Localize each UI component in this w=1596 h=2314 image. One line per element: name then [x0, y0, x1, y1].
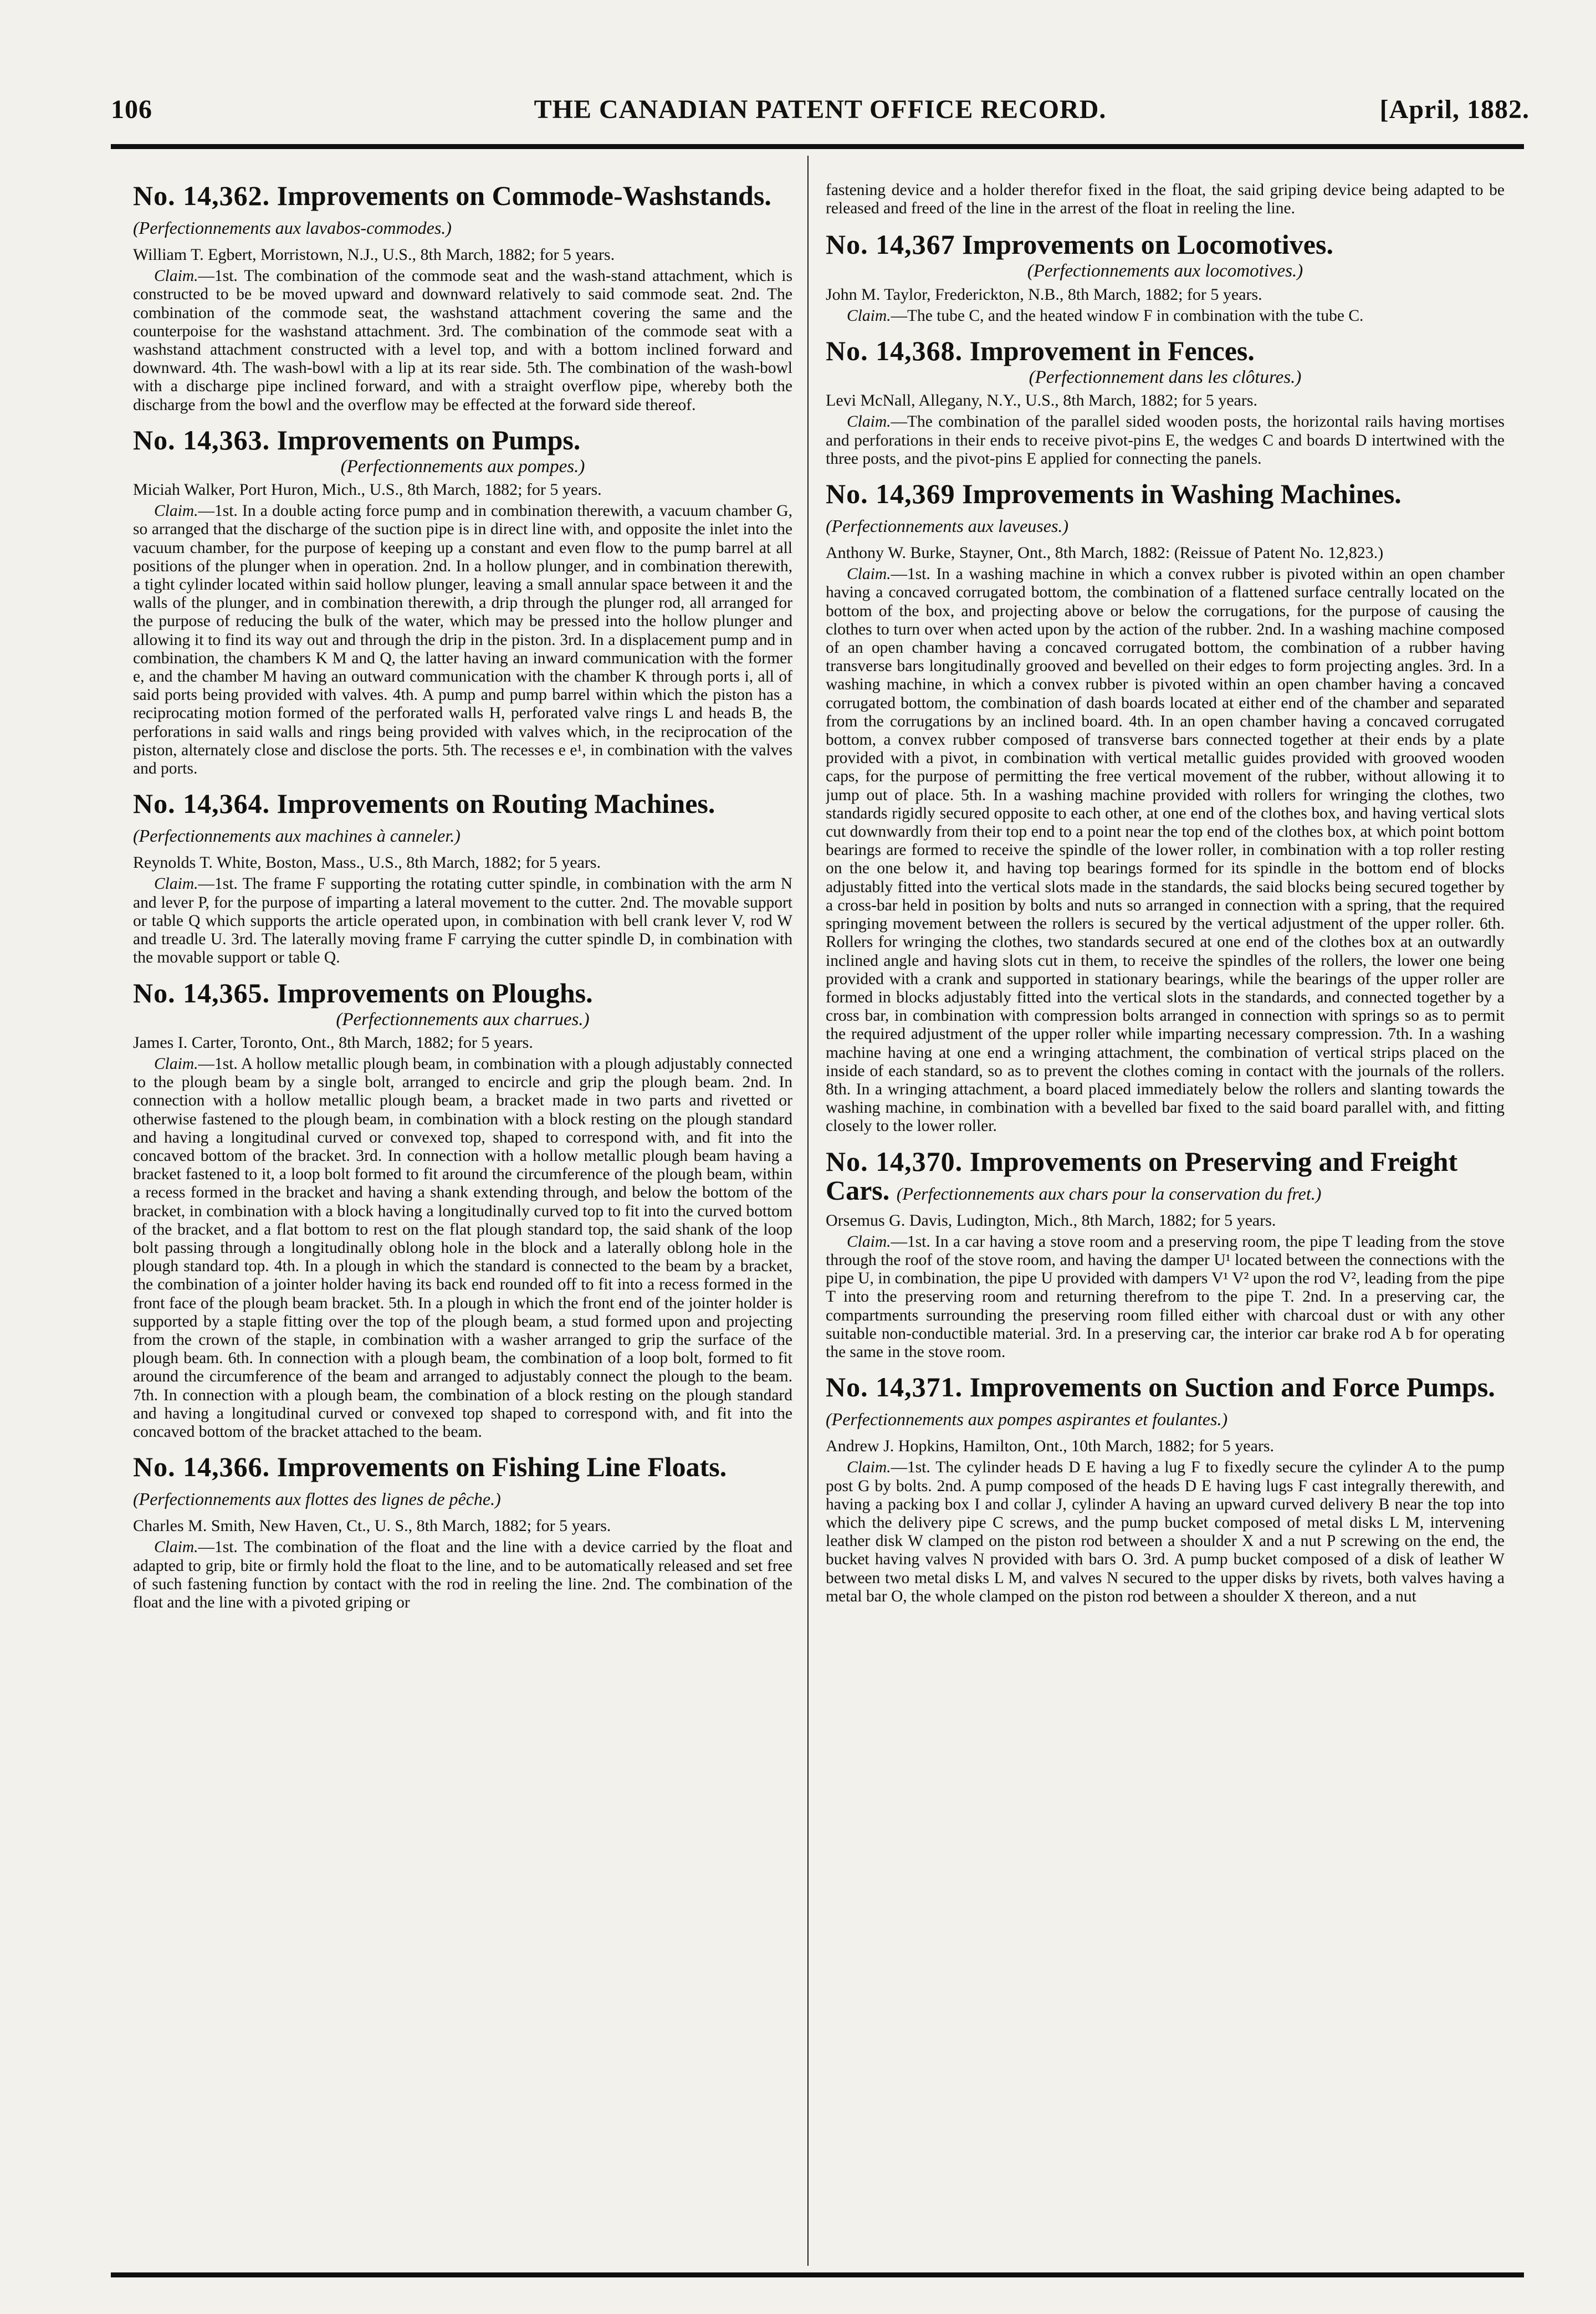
patent-heading — [826, 479, 1505, 540]
patent-french-title: (Perfectionnements aux locomotives.) — [1027, 261, 1303, 281]
patent-french-title: (Perfectionnements aux flottes des lignes de pêche.) — [133, 1489, 501, 1509]
patent-title: Improvements on Ploughs. — [277, 977, 593, 1008]
claim-label: Claim. — [847, 1232, 891, 1251]
patent-entry-14364 — [133, 789, 792, 967]
patent-title: Improvements on Locomotives. — [962, 229, 1333, 260]
patent-heading — [133, 426, 792, 454]
patent-claim — [826, 307, 1505, 325]
patent-entry-14367 — [826, 230, 1505, 325]
patent-claim — [826, 1458, 1505, 1606]
patent-inventor: James I. Carter, Toronto, Ont., 8th March, 1882; for 5 years. — [133, 1033, 533, 1052]
patent-title: Improvements on Routing Machines. — [277, 788, 715, 820]
patent-number: No. 14,362. — [133, 181, 270, 211]
patent-entry-14365 — [133, 979, 792, 1442]
running-head — [111, 83, 1530, 127]
patent-inventor: Orsemus G. Davis, Ludington, Mich., 8th March, 1882; for 5 years. — [826, 1211, 1276, 1230]
page-number: 106 — [111, 95, 152, 124]
patent-french-title: (Perfectionnements aux lavabos-commodes.) — [133, 218, 452, 238]
patent-heading — [133, 1452, 792, 1513]
patent-heading — [826, 1147, 1505, 1208]
patent-french-title: (Perfectionnement dans les clôtures.) — [1029, 367, 1302, 388]
patent-number: No. 14,366. — [133, 1451, 270, 1483]
patent-inventor: Andrew J. Hopkins, Hamilton, Ont., 10th March, 1882; for 5 years. — [826, 1437, 1275, 1456]
patent-french-title: (Perfectionnements aux chars pour la conservation du fret.) — [896, 1183, 1322, 1204]
issue-date: [April, 1882. — [1379, 95, 1530, 124]
patent-claim — [826, 413, 1505, 468]
patent-inventor: Anthony W. Burke, Stayner, Ont., 8th March, 1882: (Reissue of Patent No. 12,823.) — [826, 544, 1384, 562]
patent-claim — [826, 1233, 1505, 1361]
patent-entry-14363 — [133, 426, 792, 778]
column-divider — [807, 156, 809, 2266]
claim-label: Claim. — [154, 1538, 198, 1557]
patent-entry-14371 — [826, 1373, 1505, 1606]
patent-entry-14368 — [826, 336, 1505, 468]
patent-french-title: (Perfectionnements aux laveuses.) — [826, 516, 1069, 536]
claim-label: Claim. — [154, 502, 198, 520]
claim-label: Claim. — [154, 875, 198, 893]
patent-inventor: William T. Egbert, Morristown, N.J., U.S., 8th March, 1882; for 5 years. — [133, 245, 615, 264]
claim-text: —1st. In a washing machine in which a convex rubber is pivoted within an open chamber having a concaved corrugated bottom, the combination of a flattened surface centrally located on the bottom of the box, and projecting above or below the corrugations, for the purpose of causing the clothes to turn over when acted upon by the action of the rubber. 2nd. In a washing machine composed of an open chamber having a concaved corrugated bottom, the combination of a rubber having transverse bars longitudinally grooved and bevelled on their edges to form projecting angles. 3rd. In a washing machine, in which a convex rubber is pivoted within an open chamber having a concaved corrugated bottom, the combination of dash boards located at either end of the chamber and separated from the corrugations by an inclined board. 4th. In an open chamber having a concaved corrugated bottom, a convex rubber composed of transverse bars connected together at their ends by a plate provided with a pivot, in combination with vertical metallic guides provided with grooved wooden caps, for the purpose of permitting the free vertical movement of the rubber, without allowing it to jump out of place. 5th. In a washing machine provided with rollers for wringing the clothes, two standards rigidly secured opposite to each other, at one end of the clothes box, and having vertical slots cut downwardly from their top end to a point near the top end of the clothes box, at which point bottom bearings are formed to receive the spindle of the lower roller, in combination with a top roller resting on the one below it, and having top bearings formed for its spindle in the bottom end of blocks adjustably fitted into the vertical slots made in the standards, the said blocks being secured together by a cross-bar held in position by bolts and nuts so arranged in connection with a spring, that the required springing movement between the rollers is secured by the vertical adjustment of the upper roller. 6th. Rollers for wringing the clothes, two standards secured at one end of the clothes box at an outwardly inclined angle and having slots cut in them, to receive the spindles of the rollers, the lower one being provided with a crank and supported in stationary bearings, while the bearings of the upper roller are formed in blocks adjustably fitted into the vertical slots in the standards, and connected together by a cross bar, in combination with compression bolts arranged in connection with springs so as to permit the required adjustment of the upper roller while imparting necessary compression. 7th. In a washing machine having at one end a wringing attachment, the combination of vertical strips placed on the inside of each standard, so as to prevent the clothes coming in contact with the journals of the rollers. 8th. In a wringing attachment, a board placed immediately below the rollers and slanting towards the washing machine, in combination with a bevelled bar fixed to the said board parallel with, and fitting closely to the lower roller. — [826, 565, 1505, 1135]
patent-number: No. 14,371. — [826, 1371, 963, 1403]
patent-heading — [133, 789, 792, 850]
patent-title: Improvement in Fences. — [969, 335, 1255, 367]
patent-number: No. 14,369 — [826, 478, 955, 510]
claim-text: —The tube C, and the heated window F in combination with the tube C. — [891, 306, 1364, 325]
continued-claim-text: fastening device and a holder therefor fixed in the float, the said griping device being adapted to be released and freed of the line in the arrest of the float in reeling the line. — [826, 181, 1505, 218]
patent-heading — [826, 1373, 1505, 1434]
claim-text: —1st. The combination of the commode seat and the wash-stand attachment, which is constructed to be be moved upward and downward relatively to said commode seat. 2nd. The combination of the commode seat, the washstand attachment covering the same and the counterpoise for the washstand attachment. 3rd. The combination of the commode seat with a washstand attachment constructed with a level top, and with a bottom inclined forward and downward. 4th. The wash-bowl with a lip at its rear side. 5th. The combination of the wash-bowl with a discharge pipe inclined forward, and with a straight overflow pipe, whereby both the discharge from the bowl and the overflow may be effected at the forward side thereof. — [133, 267, 792, 414]
claim-text: —1st. The combination of the float and the line with a device carried by the float and adapted to grip, bite or firmly hold the float to the line, and to be automatically released and set free of such fastening function by contact with the rod in reeling the line. 2nd. The combination of the float and the line with a pivoted griping or — [133, 1538, 792, 1611]
patent-entry-14366 — [133, 1452, 792, 1612]
claim-text: —1st. The cylinder heads D E having a lug F to fixedly secure the cylinder A to the pump post G by bolts. 2nd. A pump composed of the heads D E having lugs F cast integrally therewith, and having a packing box I and collar J, cylinder A having an upward curved delivery B near the top into which the delivery pipe C screws, and the pump bucket composed of metal disks L M, intervening leather disk W clamped on the piston rod between a shoulder X and a nut P screwing on the end, the bucket having valves N provided with bars O. 3rd. A pump bucket composed of a disk of leather W between two metal disks L M, and valves N secured to the upper disks by rivets, both valves having a metal bar O, the whole clamped on the piston rod between a shoulder X thereon, and a nut — [826, 1458, 1505, 1605]
claim-text: —1st. A hollow metallic plough beam, in combination with a plough adjustably connected to the plough beam by a single bolt, arranged to encircle and grip the plough beam. 2nd. In connection with a hollow metallic plough beam, a bracket made in two parts and rivetted or otherwise fastened to the plough beam, in combination with a block resting on the plough standard and having a longitudinal curved or convexed top, shaped to correspond with, and fit into the concaved bottom of the bracket. 3rd. In connection with a hollow metallic plough beam having a bracket fastened to it, a loop bolt formed to fit around the circumference of the plough beam, within a recess formed in the bracket and having a shank extending through, and below the bottom of the bracket, in combination with a block having a longitudinally curved top to fit into the curved bottom of the bracket, and a flat bottom to rest on the flat plough standard top, the said shank of the loop bolt passing through a longitudinally oblong hole in the block and a laterally oblong hole in the plough standard top. 4th. In a plough in which the standard is connected to the beam by a bracket, the combination of a jointer holder having its back end rounded off to fit into a recess formed in the front face of the plough beam bracket. 5th. In a plough in which the front end of the jointer holder is supported by a staple fitting over the top of the plough beam, a stud formed upon and projecting from the crown of the staple, in combination with a washer arranged to grip the surface of the plough beam. 6th. In connection with a plough beam, the combination of a loop bolt, formed to fit around the circumference of the beam and arranged to adjustably connect the plough to the beam. 7th. In connection with a plough beam, the combination of a block resting on the plough standard and having a longitudinal curved or convexed top shaped to correspond with, and fit into the concaved bottom of the bracket attached to the beam. — [133, 1054, 792, 1441]
patent-french-title: (Perfectionnements aux charrues.) — [336, 1009, 590, 1030]
patent-claim — [826, 565, 1505, 1135]
patent-title: Improvements on Preserving and Freight Cars. — [826, 1145, 1458, 1206]
patent-heading — [826, 230, 1505, 259]
patent-french-title: (Perfectionnements aux pompes.) — [340, 456, 585, 477]
patent-claim — [133, 875, 792, 967]
patent-inventor: Reynolds T. White, Boston, Mass., U.S., 8th March, 1882; for 5 years. — [133, 853, 601, 872]
claim-text: —1st. The frame F supporting the rotating cutter spindle, in combination with the arm N and lever P, for the purpose of imparting a lateral movement to the cutter. 2nd. The movable support or table Q which supports the article operated upon, in combination with bell crank lever V, rod W and treadle U. 3rd. The laterally moving frame F carrying the cutter spindle D, in combination with the movable support or table Q. — [133, 875, 792, 967]
patent-number: No. 14,368. — [826, 335, 963, 367]
patent-claim — [133, 502, 792, 778]
patent-inventor: Miciah Walker, Port Huron, Mich., U.S., 8th March, 1882; for 5 years. — [133, 480, 602, 499]
patent-title: Improvements on Suction and Force Pumps. — [969, 1371, 1495, 1403]
claim-label: Claim. — [847, 413, 891, 431]
patent-heading — [133, 181, 792, 242]
claim-text: —The combination of the parallel sided wooden posts, the horizontal rails having mortises and perforations in their ends to receive pivot-pins E, the wedges C and boards D intertwined with the three posts, and the pivot-pins E applied for connecting the panels. — [826, 413, 1505, 468]
patent-french-title: (Perfectionnements aux machines à canneler.) — [133, 826, 461, 846]
claim-label: Claim. — [847, 306, 891, 325]
patent-entry-14362 — [133, 181, 792, 414]
patent-entry-14370 — [826, 1147, 1505, 1362]
claim-label: Claim. — [847, 565, 891, 583]
patent-title: Improvements in Washing Machines. — [962, 478, 1401, 510]
patent-claim — [133, 1055, 792, 1441]
claim-text: —1st. In a car having a stove room and a preserving room, the pipe T leading from the stove through the roof of the stove room, and having the damper U¹ located between the connections with the pipe U, in combination, the pipe U provided with dampers V¹ V² upon the rod V², leading from the pipe T into the preserving room and returning therefrom to the pipe T. 2nd. In a preserving car, the compartments surrounding the preserving room filled either with charcoal dust or with any other suitable non-conductible material. 3rd. In a preserving car, the interior car brake rod A b for operating the same in the stove room. — [826, 1232, 1505, 1361]
patent-title: Improvements on Commode-Washstands. — [277, 181, 771, 211]
content-frame — [111, 144, 1524, 2277]
right-column — [826, 181, 1505, 2256]
claim-text: —1st. In a double acting force pump and in combination therewith, a vacuum chamber G, so arranged that the discharge of the suction pipe is in direct line with, and opposite the inlet into the vacuum chamber, for the purpose of keeping up a constant and even flow to the pump barrel at all positions of the plunger when in operation. 2nd. In a hollow plunger, and in combination therewith, a tight cylinder located within said hollow plunger, leaving a small annular space between it and the walls of the plunger, and in combination therewith, a drip through the plunger rod, all arranged for the purpose of reducing the bulk of the water, which may be pressed into the hollow plunger and allowing it to find its way out and through the drip in the piston. 3rd. In a displacement pump and in combination, the chambers K M and Q, the latter having an inward communication with the former e, and the chamber M having an outward communication with the chamber K through ports i, all of said ports being provided with valves. 4th. A pump and pump barrel within which the piston has a reciprocating motion formed of the perforated walls H, perforated valve rings L and heads B, the perforations in said walls and rings being provided with valves which, in the reciprocation of the piston, alternately close and disclose the ports. 5th. The recesses e e¹, in combination with the valves and ports. — [133, 502, 792, 778]
patent-inventor: Charles M. Smith, New Haven, Ct., U. S., 8th March, 1882; for 5 years. — [133, 1517, 611, 1535]
claim-label: Claim. — [154, 1054, 198, 1073]
patent-number: No. 14,370. — [826, 1145, 963, 1177]
patent-heading — [826, 336, 1505, 365]
patent-title: Improvements on Fishing Line Floats. — [277, 1451, 727, 1483]
patent-number: No. 14,367 — [826, 229, 955, 260]
patent-claim — [133, 267, 792, 414]
left-column — [133, 181, 792, 2256]
patent-number: No. 14,365. — [133, 977, 270, 1008]
patent-number: No. 14,364. — [133, 788, 270, 820]
claim-label: Claim. — [154, 267, 198, 285]
patent-inventor: John M. Taylor, Frederickton, N.B., 8th March, 1882; for 5 years. — [826, 285, 1262, 304]
patent-title: Improvements on Pumps. — [277, 424, 581, 455]
patent-claim — [133, 1538, 792, 1612]
journal-title: THE CANADIAN PATENT OFFICE RECORD. — [534, 95, 1107, 124]
patent-french-title: (Perfectionnements aux pompes aspirantes et foulantes.) — [826, 1409, 1228, 1430]
patent-heading — [133, 979, 792, 1007]
claim-label: Claim. — [847, 1458, 891, 1477]
patent-entry-14369 — [826, 479, 1505, 1136]
patent-inventor: Levi McNall, Allegany, N.Y., U.S., 8th March, 1882; for 5 years. — [826, 391, 1258, 410]
patent-number: No. 14,363. — [133, 424, 270, 455]
